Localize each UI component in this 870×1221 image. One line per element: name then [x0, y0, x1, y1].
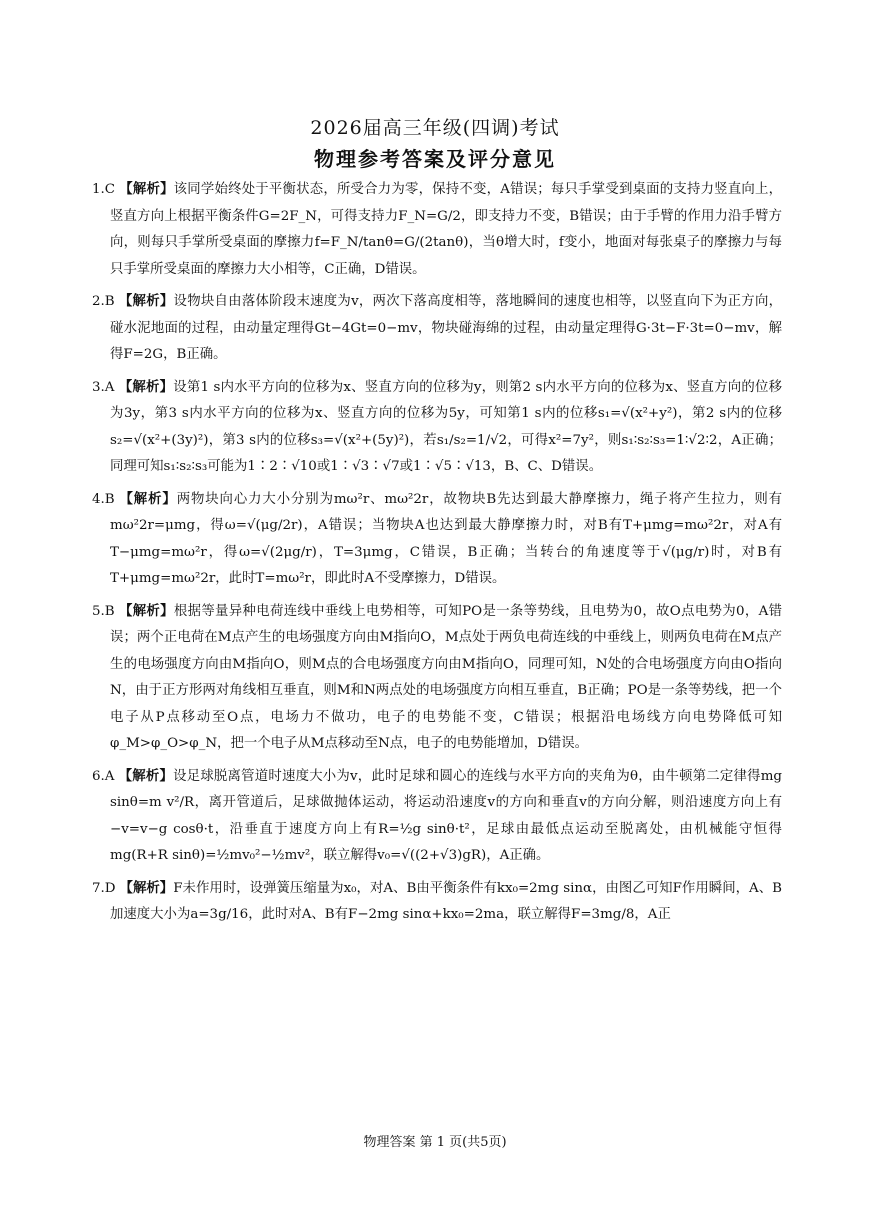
analysis-tag: 【解析】: [119, 879, 174, 896]
answer-number: 2.B: [92, 294, 115, 309]
analysis-tag: 【解析】: [118, 378, 174, 395]
answer-item-6: [92, 763, 782, 870]
answer-number: 4.B: [92, 491, 115, 507]
analysis-text: 该同学始终处于平衡状态，所受合力为零，保持不变，A错误；每只手掌受到桌面的支持力竖直向上，竖直方向上根据平衡条件G=2F_N，可得支持力F_N=G/2，即支持力不变，B错误；由于手臂的作用力沿手臂方向，则每只手掌所受桌面的摩擦力f=F_N/tanθ=G/(2tanθ)，当θ增大时，f变小，地面对每张桌子的摩擦力与每只手掌所受桌面的摩擦力大小相等，C正确，D错误。: [110, 182, 782, 277]
answer-key-title: 物理参考答案及评分意见: [314, 147, 556, 171]
exam-title: 2026届高三年级(四调)考试: [310, 117, 560, 139]
answer-item-5: [92, 598, 782, 758]
analysis-text: 两物块向心力大小分别为mω²r、mω²2r，故物块B先达到最大静摩擦力，绳子将产生拉力，则有mω²2r=μmg，得ω=√(μg/2r)，A错误；当物块A也达到最大静摩擦力时，对B有T+μmg=mω²2r，对A有T−μmg=mω²r，得ω=√(2μg/r)，T=3μmg，C错误，B正确；当转台的角速度等于√(μg/r)时，对B有T+μmg=mω²2r，此时T=mω²r，即此时A不受摩擦力，D错误。: [110, 491, 782, 586]
analysis-text: 设物块自由落体阶段末速度为v，两次下落高度相等，落地瞬间的速度也相等，以竖直向下为正方向，碰水泥地面的过程，由动量定理得Gt−4Gt=0−mv，物块碰海绵的过程，由动量定理得G·3t−F·3t=0−mv，解得F=2G，B正确。: [110, 294, 783, 362]
analysis-tag: 【解析】: [118, 293, 174, 309]
analysis-tag: 【解析】: [119, 181, 174, 197]
answer-item-1: [92, 176, 782, 283]
answer-number: 6.A: [92, 768, 115, 784]
answer-number: 5.B: [92, 603, 115, 619]
analysis-tag: 【解析】: [118, 490, 177, 507]
answer-number: 3.A: [92, 379, 115, 395]
answer-item-4: [92, 486, 782, 593]
answer-number: 1.C: [92, 182, 116, 197]
analysis-tag: 【解析】: [118, 602, 174, 619]
answer-item-2: [92, 288, 782, 369]
analysis-text: 设足球脱离管道时速度大小为v，此时足球和圆心的连线与水平方向的夹角为θ，由牛顿第二定律得mg sinθ=m v²/R，离开管道后，足球做抛体运动，将运动沿速度v的方向和垂直v的方向分解，则沿速度方向上有−v=v−g cosθ·t，沿垂直于速度方向上有R=½g sinθ·t²，足球由最低点运动至脱离处，由机械能守恒得mg(R+R sinθ)=½mv₀²−½mv²，联立解得v₀=√((2+√3)gR)，A正确。: [110, 768, 782, 863]
analysis-tag: 【解析】: [118, 767, 174, 784]
page-footer: 物理答案 第 1 页(共5页): [363, 1135, 507, 1150]
answer-item-7: [92, 875, 782, 929]
analysis-text: 设第1 s内水平方向的位移为x、竖直方向的位移为y，则第2 s内水平方向的位移为x、竖直方向的位移为3y，第3 s内水平方向的位移为x、竖直方向的位移为5y，可知第1 s内的位移s₁=√(x²+y²)，第2 s内的位移s₂=√(x²+(3y)²)，第3 s内的位移s₃=√(x²+(5y)²)，若s₁/s₂=1/√2，可得x²=7y²，则s₁∶s₂∶s₃=1∶√2∶2，A正确；同理可知s₁∶s₂∶s₃可能为1∶2∶√10或1∶√3∶√7或1∶√5∶√13，B、C、D错误。: [110, 379, 782, 474]
analysis-text: 根据等量异种电荷连线中垂线上电势相等，可知PO是一条等势线，且电势为0，故O点电势为0，A错误；两个正电荷在M点产生的电场强度方向由M指向O，M点处于两负电荷连线的中垂线上，则两负电荷在M点产生的电场强度方向由M指向O，则M点的合电场强度方向由M指向O，同理可知，N处的合电场强度方向由O指向N，由于正方形两对角线相互垂直，则M和N两点处的电场强度方向相互垂直，B正确；PO是一条等势线，把一个电子从P点移动至O点，电场力不做功，电子的电势能不变，C错误；根据沿电场线方向电势降低可知φ_M>φ_O>φ_N，把一个电子从M点移动至N点，电子的电势能增加，D错误。: [110, 603, 782, 751]
answer-number: 7.D: [92, 880, 116, 896]
answer-list: [92, 176, 782, 934]
answer-item-3: [92, 374, 782, 481]
analysis-text: F未作用时，设弹簧压缩量为x₀，对A、B由平衡条件有kx₀=2mg sinα，由图乙可知F作用瞬间，A、B加速度大小为a=3g/16，此时对A、B有F−2mg sinα+kx₀=2ma，联立解得F=3mg/8，A正: [110, 880, 782, 922]
